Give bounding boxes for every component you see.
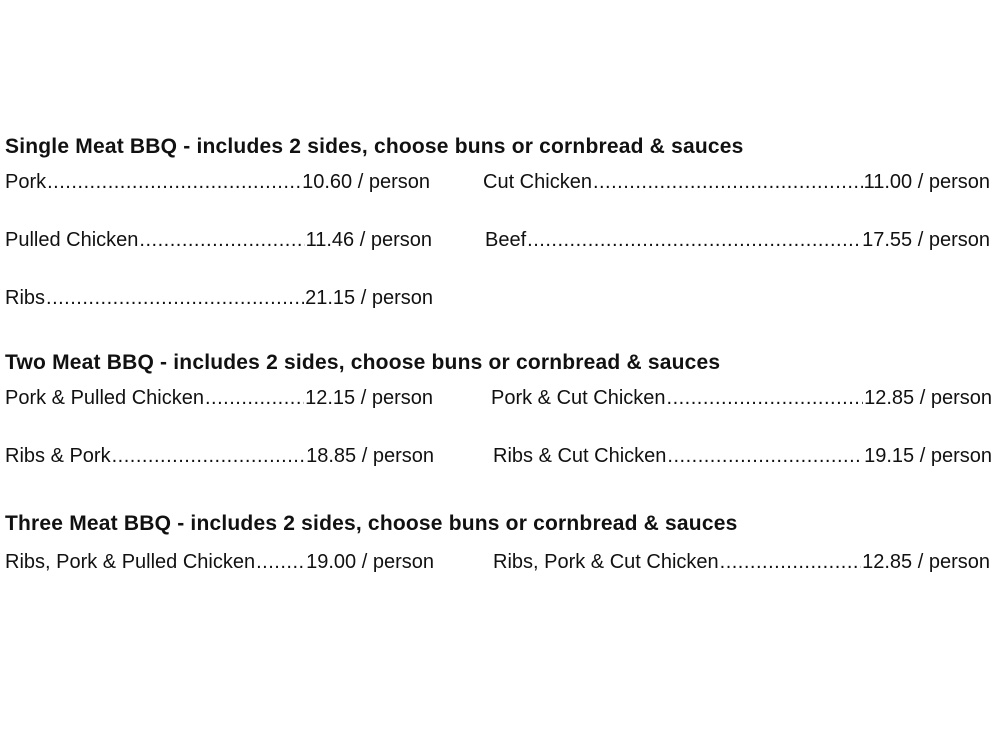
dot-leader [667, 444, 863, 468]
menu-item-price: 18.85 / person [306, 445, 434, 467]
menu-item-name: Pork & Pulled Chicken [5, 387, 204, 409]
menu-item-name: Beef [485, 229, 527, 251]
menu-item-ribs [5, 286, 433, 310]
dot-leader [112, 444, 306, 468]
menu-item-name: Pulled Chicken [5, 229, 139, 251]
menu-item-name: Cut Chicken [483, 171, 592, 193]
menu-item-name: Ribs & Cut Chicken [493, 445, 667, 467]
dot-leader [139, 228, 304, 252]
menu-item-name: Pork & Cut Chicken [491, 387, 666, 409]
dot-leader [720, 550, 861, 574]
menu-item-beef [485, 228, 990, 252]
menu-item-pork-cut-chicken [491, 386, 992, 410]
menu-item-cut-chicken [483, 170, 990, 194]
menu-item-ribs-pork-pulled-chicken [5, 550, 434, 574]
menu-item-pork [5, 170, 430, 194]
dot-leader [205, 386, 304, 410]
menu-item-pulled-chicken [5, 228, 432, 252]
menu-item-name: Ribs [5, 287, 46, 309]
menu-item-price: 10.60 / person [302, 171, 430, 193]
dot-leader [593, 170, 863, 194]
dot-leader [47, 170, 301, 194]
dot-leader [667, 386, 864, 410]
menu-item-name: Ribs & Pork [5, 445, 111, 467]
menu-item-name: Ribs, Pork & Cut Chicken [493, 551, 719, 573]
menu-item-ribs-pork [5, 444, 434, 468]
menu-item-price: 19.00 / person [306, 551, 434, 573]
section-title-two-meat: Two Meat BBQ - includes 2 sides, choose buns or cornbread & sauces [5, 351, 721, 374]
menu-item-pork-pulled-chicken [5, 386, 433, 410]
menu-item-name: Ribs, Pork & Pulled Chicken [5, 551, 256, 573]
dot-leader [256, 550, 305, 574]
menu-item-price: 11.46 / person [305, 229, 432, 251]
section-title-single-meat: Single Meat BBQ - includes 2 sides, choose buns or cornbread & sauces [5, 135, 744, 158]
menu-item-price: 21.15 / person [305, 287, 433, 309]
menu-item-price: 12.85 / person [862, 551, 990, 573]
menu-item-price: 12.85 / person [864, 387, 992, 409]
menu-item-ribs-cut-chicken [493, 444, 992, 468]
section-title-three-meat: Three Meat BBQ - includes 2 sides, choose buns or cornbread & sauces [5, 512, 738, 535]
dot-leader [527, 228, 861, 252]
menu-item-ribs-pork-cut-chicken [493, 550, 990, 574]
menu-item-name: Pork [5, 171, 47, 193]
menu-item-price: 19.15 / person [864, 445, 992, 467]
menu-item-price: 11.00 / person [863, 171, 990, 193]
menu-item-price: 17.55 / person [862, 229, 990, 251]
menu-item-price: 12.15 / person [305, 387, 433, 409]
dot-leader [46, 286, 304, 310]
